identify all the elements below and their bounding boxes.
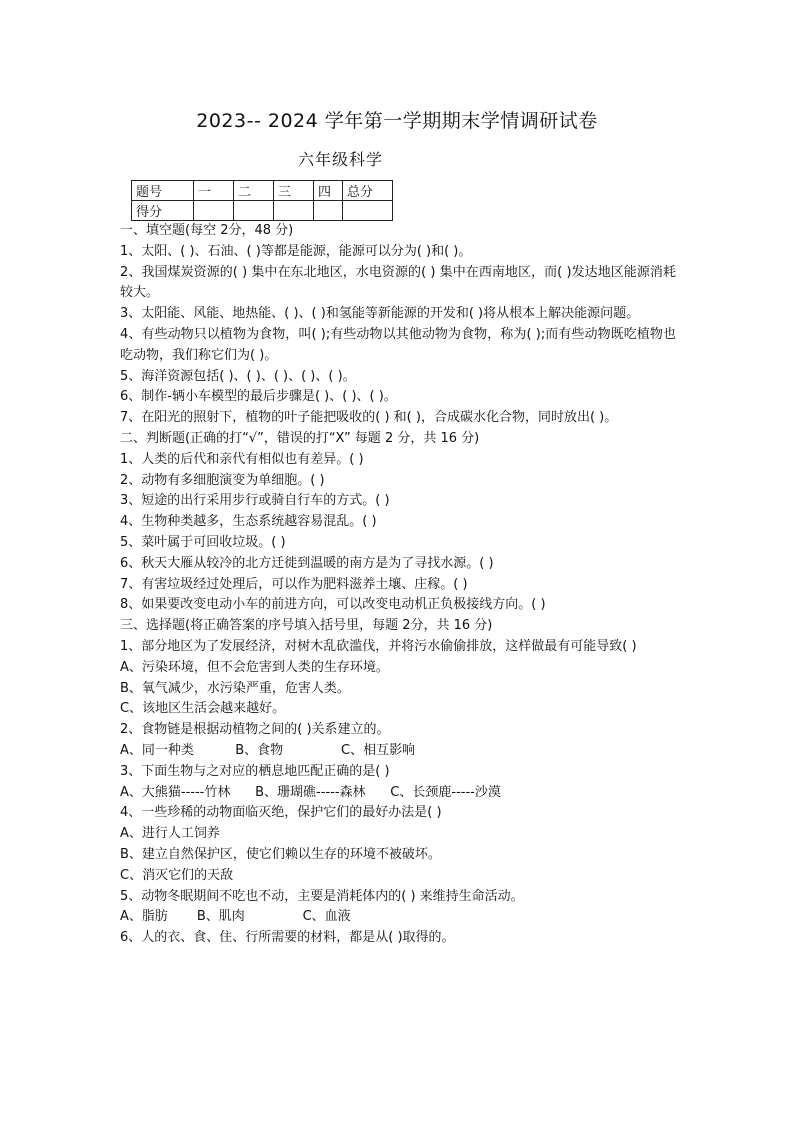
choice-question-2: 2、食物链是根据动植物之间的( )关系建立的。 [120,722,390,738]
fill-blank-question-3: 3、太阳能、风能、地热能、( )、( )和氢能等新能源的开发和( )将从根本上解决能源问题。 [120,306,640,322]
score-table-header-row [132,181,393,201]
fill-blank-question-1: 1、太阳、( )、石油、( )等都是能源，能源可以分为( )和( )。 [120,243,472,259]
section-heading-true-false: 二、判断题(正确的打“√”，错误的打“X” 每题 2 分，共 16 分) [120,430,480,446]
exam-subtitle: 六年级科学 [298,150,384,169]
fill-blank-question-7: 7、在阳光的照射下，植物的叶子能把吸收的( ) 和( )，合成碳水化合物，同时放出( )。 [120,410,618,426]
choice-question-1: 1、部分地区为了发展经济，对树木乱砍滥伐，并将污水偷偷排放，这样做最有可能导致( ) [120,638,637,654]
true-false-question-4: 4、生物种类越多，生态系统越容易混乱。( ) [120,514,377,530]
choice-question-6: 6、人的衣、食、住、行所需要的材料，都是从( )取得的。 [120,930,455,946]
fill-blank-question-2: 2、我国煤炭资源的( ) 集中在东北地区，水电资源的( ) 集中在西南地区，而( )发达地区能源消耗较大。 [120,264,676,301]
choice-question-2-options: A、同一种类 B、食物 C、相互影响 [120,742,416,758]
score-blank [194,201,234,221]
fill-blank-question-6: 6、制作-辆小车模型的最后步骤是( )、( )、( )。 [120,389,397,405]
choice-question-4-option-b: B、建立自然保护区，使它们赖以生存的环境不被破坏。 [120,846,441,862]
score-blank [234,201,274,221]
score-row-label: 得分 [132,201,194,221]
fill-blank-question-4: 4、有些动物只以植物为食物，叫( );有些动物以其他动物为食物，称为( );而有些动物既吃植物也吃动物，我们称它们为( )。 [120,326,676,363]
score-blank [343,201,393,221]
true-false-question-5: 5、菜叶属于可回收垃圾。( ) [120,534,286,550]
true-false-question-1: 1、人类的后代和亲代有相似也有差异。( ) [120,451,364,467]
score-cell-2: 二 [234,181,274,201]
section-heading-multiple-choice: 三、选择题(将正确答案的序号填入括号里，每题 2分，共 16 分) [120,618,493,634]
score-cell-3: 三 [274,181,314,201]
exam-title: 2023-- 2024 学年第一学期期末学情调研试卷 [196,110,598,132]
fill-blank-question-5: 5、海洋资源包括( )、( )、( )、( )、( )。 [120,368,356,384]
true-false-question-2: 2、动物有多细胞演变为单细胞。( ) [120,472,325,488]
true-false-question-6: 6、秋天大雁从较冷的北方迁徙到温暖的南方是为了寻找水源。( ) [120,555,494,571]
score-blank [274,201,314,221]
true-false-question-7: 7、有害垃圾经过处理后，可以作为肥料滋养土壤、庄稼。( ) [120,576,468,592]
choice-question-3-options: A、大熊猫-----竹林 B、珊瑚礁-----森林 C、长颈鹿-----沙漠 [120,784,501,800]
exam-content [120,221,676,949]
score-table-score-row [132,201,393,221]
score-cell-4: 四 [314,181,343,201]
choice-question-4: 4、一些珍稀的动物面临灭绝，保护它们的最好办法是( ) [120,805,442,821]
score-cell-1: 一 [194,181,234,201]
choice-question-4-option-a: A、进行人工饲养 [120,826,220,842]
section-heading-fill-blank: 一、填空题(每空 2分，48 分) [120,223,294,238]
choice-question-5-options: A、脂肪 B、肌肉 C、血液 [120,909,351,925]
choice-question-1-option-a: A、污染环境，但不会危害到人类的生存环境。 [120,659,389,675]
score-table [131,180,393,221]
choice-question-1-option-c: C、该地区生活会越来越好。 [120,701,286,717]
score-blank [314,201,343,221]
score-cell-label: 题号 [132,181,194,201]
choice-question-1-option-b: B、氧气减少，水污染严重，危害人类。 [120,680,350,696]
true-false-question-3: 3、短途的出行采用步行或骑自行车的方式。( ) [120,493,390,509]
choice-question-3: 3、下面生物与之对应的栖息地匹配正确的是( ) [120,763,390,779]
choice-question-5: 5、动物冬眠期间不吃也不动，主要是消耗体内的( ) 来维持生命活动。 [120,888,524,904]
choice-question-4-option-c: C、消灭它们的天敌 [120,867,234,883]
score-cell-total: 总分 [343,181,393,201]
true-false-question-8: 8、如果要改变电动小车的前进方向，可以改变电动机正负极接线方向。( ) [120,597,546,613]
